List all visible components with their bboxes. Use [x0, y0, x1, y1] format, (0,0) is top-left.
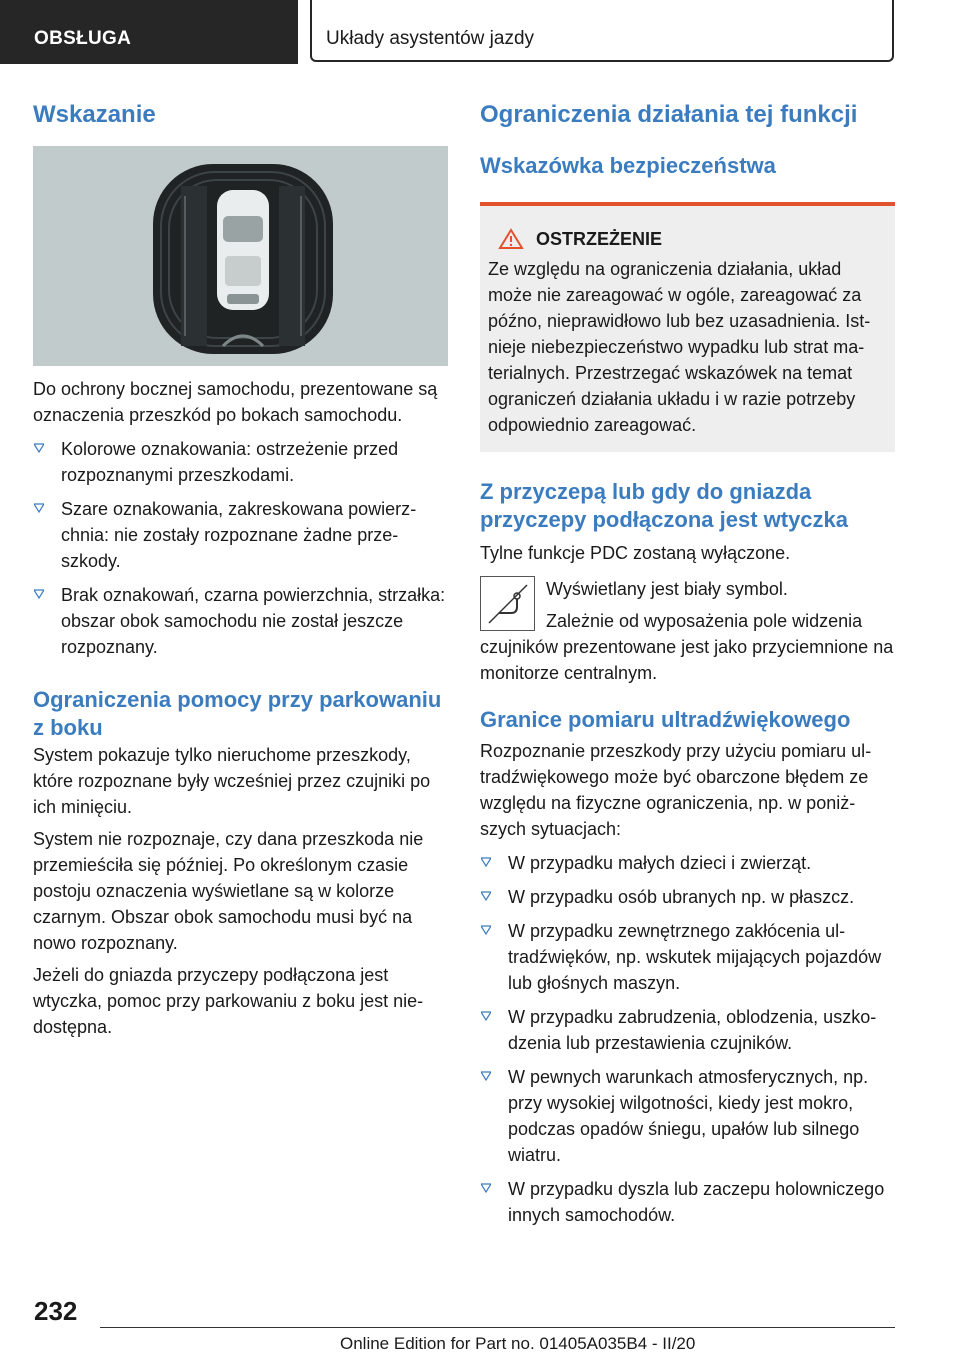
page-number: 232 [34, 1296, 78, 1326]
ultrasonic-heading: Granice pomiaru ultradźwiękowego [480, 707, 851, 732]
bullet-triangle-icon [481, 1011, 491, 1021]
bullet-text: Kolorowe oznakowania: ostrzeżenie przed rozpoznanymi przeszkodami. [61, 439, 399, 485]
trailer-paragraph: Tylne funkcje PDC zostaną wyłączone. [480, 543, 791, 563]
limits-paragraph: System pokazuje tylko nieruchome przeszkody, które rozpoznane były wcześniej przez czujniki po ich minięciu. [33, 745, 431, 817]
limits-heading: Ograniczenia pomocy przy parkowaniu z boku [33, 687, 442, 740]
bullet-text: W pewnych warunkach atmosferycznych, np. przy wysokiej wilgotności, kiedy jest mokro, podczas opadów śniegu, upałów lub silnego wiatru. [508, 1067, 869, 1165]
ultrasonic-bullets [480, 850, 895, 1228]
section-tab [0, 0, 298, 64]
edition-note: Online Edition for Part no. 01405A035B4 - II/20 [340, 1334, 696, 1353]
symbol-paragraph: Zależnie od wyposażenia pole widzenia czujników prezentowane jest jako przyciemnione na monitorze centralnym. [480, 611, 894, 683]
symbol-block [480, 576, 895, 686]
bullet-triangle-icon [481, 857, 491, 867]
footer-divider [100, 1327, 895, 1328]
section-label: OBSŁUGA [34, 28, 132, 49]
list-item [33, 496, 448, 574]
function-limits-heading: Ograniczenia działania tej funkcji [480, 101, 858, 128]
display-intro: Do ochrony bocznej samochodu, prezentowane są oznaczenia przeszkód po bokach samochodu. [33, 379, 438, 425]
list-item [480, 884, 895, 910]
bullet-text: W przypadku zewnętrznego zakłócenia ultradźwięków, np. wskutek mijających pojazdów lub głośnych maszyn. [508, 921, 882, 993]
bullet-text: W przypadku małych dzieci i zwierząt. [508, 853, 812, 873]
list-item [480, 850, 895, 876]
chapter-tab [310, 0, 894, 62]
symbol-paragraph: Wyświetlany jest biały symbol. [546, 579, 788, 599]
bullet-triangle-icon [34, 503, 44, 513]
safety-heading: Wskazówka bezpieczeństwa [480, 153, 776, 178]
list-item [33, 436, 448, 488]
list-item [480, 1176, 895, 1228]
trailer-heading: Z przyczepą lub gdy do gniazda przyczepy podłączona jest wtyczka [480, 479, 849, 532]
bullet-triangle-icon [34, 589, 44, 599]
warning-box [480, 202, 895, 452]
bullet-triangle-icon [34, 443, 44, 453]
bullet-text: W przypadku osób ubranych np. w płaszcz. [508, 887, 855, 907]
bullet-text: Szare oznakowania, zakreskowana powierzchnia: nie zostały rozpoznane żadne przeszkody. [61, 499, 417, 571]
warning-title: OSTRZEŻENIE [536, 228, 663, 249]
warning-triangle-icon [498, 228, 524, 250]
list-item [33, 582, 448, 660]
display-heading: Wskazanie [33, 101, 156, 128]
bullet-text: W przypadku dyszla lub zaczepu holowniczego innych samochodów. [508, 1179, 885, 1225]
bullet-triangle-icon [481, 891, 491, 901]
limits-paragraph: System nie rozpoznaje, czy dana przeszkoda nie przemieściła się później. Po określonym czasie postoju oznaczenia wyświetlane są w kolorze czarnym. Obszar obok samochodu musi być na nowo rozpoznany. [33, 829, 424, 953]
bullet-text: Brak oznakowań, czarna powierzchnia, strzałka: obszar obok samochodu nie został jeszcze rozpoznany. [61, 585, 446, 657]
warning-title-row [488, 228, 887, 250]
left-column [33, 100, 448, 1040]
bullet-text: W przypadku zabrudzenia, oblodzenia, uszkodzenia lub przestawienia czujników. [508, 1007, 877, 1053]
display-bullets [33, 436, 448, 660]
parking-display-image [33, 146, 448, 366]
limits-paragraph: Jeżeli do gniazda przyczepy podłączona jest wtyczka, pomoc przy parkowaniu z boku jest niedostępna. [33, 965, 424, 1037]
bullet-triangle-icon [481, 1183, 491, 1193]
bullet-triangle-icon [481, 1071, 491, 1081]
chapter-label: Układy asystentów jazdy [326, 28, 535, 49]
list-item [480, 918, 895, 996]
right-column [480, 100, 895, 1236]
trailer-symbol-icon [480, 576, 535, 631]
list-item [480, 1004, 895, 1056]
bullet-triangle-icon [481, 925, 491, 935]
warning-text: Ze względu na ograniczenia działania, układ może nie zareagować w ogóle, zareagować za późno, nieprawidłowo lub bez uzasadnienia. Istnieje niebezpieczeństwo wypadku lub strat materialnych. Przestrzegać wskazówek na temat ograniczeń działania układu i w razie potrzeby odpowiednio zareagować. [488, 259, 871, 435]
list-item [480, 1064, 895, 1168]
ultrasonic-paragraph: Rozpoznanie przeszkody przy użyciu pomiaru ultradźwiękowego może być obarczone błędem ze względu na fizyczne ograniczenia, np. w poniższych sytuacjach: [480, 741, 872, 839]
